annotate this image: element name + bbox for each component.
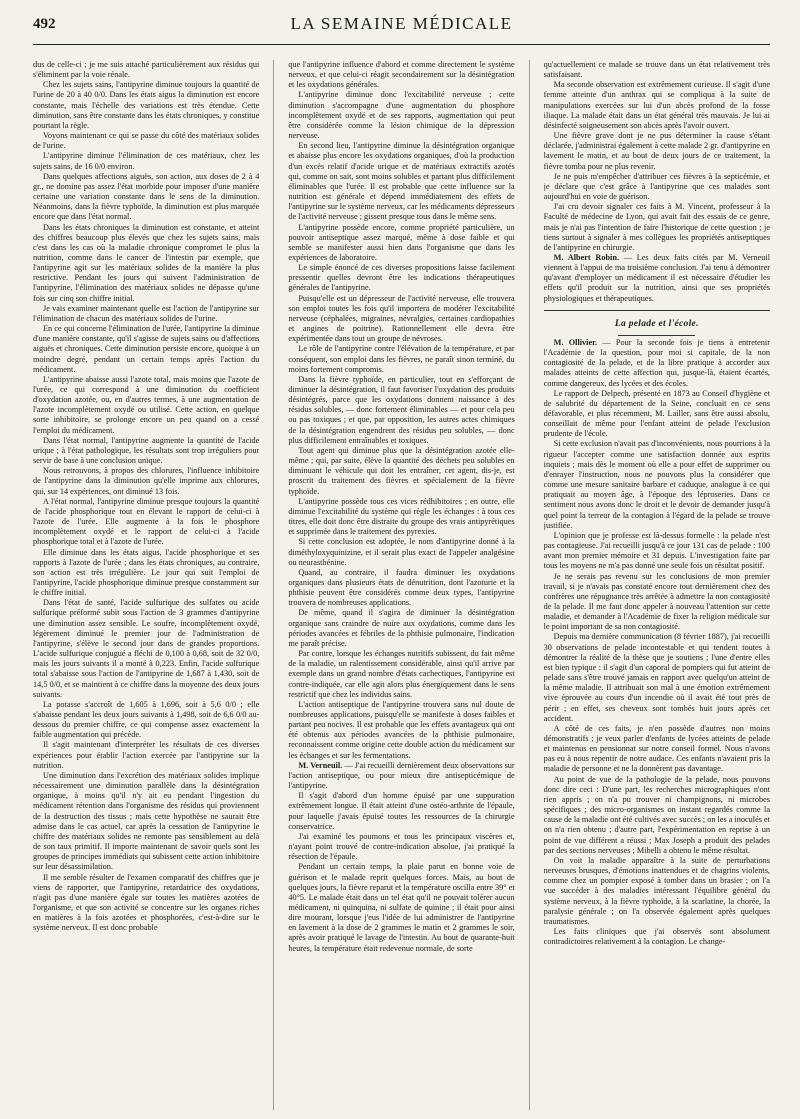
paragraph: Quand, au contraire, il faudra diminuer les oxydations organiques dans plusieurs états de dénutrition, dont l'azoturie et la phthisie peuvent être considérés comme deux types, l'antipyrine trouvera de nombreuses applications. (288, 567, 515, 608)
paragraph: Chez les sujets sains, l'antipyrine diminue toujours la quantité de l'urine de 20 à 40 0/0. Dans les états aigus la diminution est encore constante, mais l'échelle des variations est très étendue. Cette diminution, sans être constante dans les états chroniques, y constitue pourtant la règle. (33, 80, 260, 130)
paragraph: Pendant un certain temps, la plaie parut en bonne voie de guérison et le malade reprit quelques forces. Mais, au bout de quelques jours, la fièvre reparut et la température oscilla entre 39° et 40°5. Le malade était dans un tel état qu'il ne pouvait tolérer aucun médicament, ni quinquina, ni sulfate de quinine ; il était pour ainsi dire mourant, lorsque j'eus l'idée de lui administrer de l'antipyrine en lavement à la dose de 2 grammes le matin et 2 grammes le soir, après avoir pratiqué le lavage de l'intestin. Au bout de quarante-huit heures, la température était redevenue normale, de sorte (288, 862, 515, 953)
paragraph: A côté de ces faits, je n'en possède d'autres non moins démonstratifs ; je veux parler d'enfants de lycées atteints de pelade et maintenus en pensionnat sur notre conseil formel. Nous n'avons pas eu à nous repentir de notre audace. Ces enfants n'avaient pris la maladie de personne et ne la donnèrent pas davantage. (543, 723, 770, 774)
paragraph: que l'antipyrine influence d'abord et comme directement le système nerveux, et que celui-ci réagit secondairement sur la désintégration et les oxydations générales. (288, 60, 515, 90)
paragraph: Il me semble résulter de l'examen comparatif des chiffres que je viens de rapporter, que l'antipyrine, retardatrice des oxydations, n'agit pas d'une manière égale sur toutes les matières azotées de l'organisme, et que son activité se concentre sur les organes riches en matières à la fois azotées et phosphorées, c'est-à-dire sur le système nerveux. Il est donc probable (33, 872, 260, 933)
robin-text: — Les deux faits cités par M. Verneuil viennent à l'appui de ma troisième conclusion. J'ai tenu à démontrer qu'avant d'employer un médicament il est nécessaire d'étudier les effets qu'il produit sur la nutrition, ainsi que ses propriétés physiologiques et thérapeutiques. (543, 252, 770, 303)
paragraph: dus de celle-ci ; je me suis attaché particulièrement aux résidus qui s'éliminent par la voie rénale. (33, 60, 260, 80)
paragraph: Le simple énoncé de ces diverses propositions laisse facilement pressentir quelles devront être les indications thérapeutiques générales de l'antipyrine. (288, 263, 515, 293)
paragraph: A l'état normal, l'antipyrine diminue presque toujours la quantité de l'acide phosphorique tout en élevant le rapport de celui-ci à l'azote de l'urée. Elle augmente à la fois le phosphore incomplètement oxydé et le rapport de celui-ci à l'acide phosphorique total et à l'azote de l'urée. (33, 496, 260, 547)
column-2-body (288, 60, 514, 761)
paragraph: La potasse s'accroît de 1,605 à 1,696, soit à 5,6 0/0 ; elle s'abaisse pendant les deux jours suivants à 1,498, soit de 6,6 0/0 au-dessous du premier chiffre, ce qui compense assez exactement la faible augmentation qui précède. (33, 699, 260, 740)
header-rule (33, 44, 770, 45)
ollivier-intro (544, 338, 770, 389)
paragraph: L'antipyrine possède encore, comme propriété particulière, un pouvoir antiseptique assez marqué, même à dose faible et qui semble se manifester aussi bien dans l'organisme que dans les expériences de laboratoire. (288, 222, 515, 262)
verneuil-intro (288, 761, 514, 791)
paragraph: De même, quand il s'agira de diminuer la désintégration organique sans craindre de nuire aux oxydations, comme dans les périodes avancées et fébriles de la phthisie pulmonaire, l'indication me paraît précise. (288, 608, 515, 648)
paragraph: L'antipyrine possède tous ces vices rédhibitoires ; en outre, elle diminue l'excitabilité du système qui règle les échanges : à tous ces titres, elle doit donc être distraite du groupe des vrais antipyrétiques et supprimée dans le traitement des pyrexies. (288, 496, 515, 537)
section-rule (544, 310, 770, 311)
paragraph: Le rôle de l'antipyrine contre l'élévation de la température, et par conséquent, son emploi dans les fièvres, ne paraît sinon terminé, du moins fortement compromis. (288, 344, 515, 374)
paragraph: Les faits cliniques que j'ai observés sont absolument contradictoires relativement à la contagion. Le change- (543, 926, 770, 947)
paragraph: Dans la fièvre typhoïde, en particulier, tout en s'efforçant de diminuer la désintégration, il faut favoriser l'oxydation des produits désintégrés, parce que les oxydations donnent naissance à des résidus solubles, — donc fortement éliminables — et pour cela peu ou pas toxiques ; et que, par opposition, les autres actes chimiques de la désintégration engendrent des résidus peu solubles, — donc plus difficilement entraînables et toxiques. (288, 374, 515, 445)
article-columns (33, 44, 770, 1110)
paragraph: Le rapport de Delpech, présenté en 1873 au Conseil d'hygiène et de salubrité du département de la Seine, concluait en ce sens défavorable, et plus récemment, M. Lailler, sans être aussi absolu, conseillait de même pour l'enfant atteint de pelade l'exclusion prudente de l'école. (543, 388, 770, 439)
page-number: 492 (33, 16, 56, 32)
paragraph: J'ai examiné les poumons et tous les principaux viscères et, n'ayant point trouvé de contre-indication absolue, j'ai pratiqué la résection de l'épaule. (288, 831, 515, 862)
column-1 (33, 60, 259, 1110)
paragraph: Par contre, lorsque les échanges nutritifs subissent, du fait même de la maladie, un ralentissement considérable, ainsi qu'il arrive par exemple dans un grand nombre d'états cachectiques, l'antipyrine est contre-indiquée, car elle agit alors plus énergiquement dans le sens restrictif que chez les individus sains. (288, 649, 515, 699)
paragraph: L'antipyrine diminue donc l'excitabilité nerveuse ; cette diminution s'accompagne d'une augmentation du phosphore incomplètement oxydé et de ses rapports, augmentation qui peut être considérée comme la lésion chimique de la dépression nerveuse. (288, 90, 515, 141)
section-short-rule (618, 335, 695, 336)
paragraph: Nous retrouvons, à propos des chlorures, l'influence inhibitoire de l'antipyrine dans la diminution qu'elle imprime aux chlorures, qui, sur 14 expériences, ont diminué 13 fois. (33, 466, 260, 496)
speaker-albert-robin: M. Albert Robin. (553, 252, 620, 262)
paragraph: L'antipyrine diminue l'élimination de ces matériaux, chez les sujets sains, de 16 0/0 environ. (33, 151, 260, 171)
paragraph: Il s'agit maintenant d'interpréter les résultats de ces diverses expériences pour établir l'action exercée par l'antipyrine sur la nutrition. (33, 740, 260, 770)
paragraph: Si cette exclusion n'avait pas d'inconvénients, nous pourrions à la rigueur l'accepter comme une satisfaction donnée aux esprits inquiets ; mais dès le moment où elle a pour effet de supprimer ou d'enrayer l'instruction, nous ne pouvons plus la considérer que comme une mesure sanitaire barbare et caduque, analogue à ce qui pratiquait au moyen âge, à l'époque des léproseries. Dans ce sentiment nous avons donc le droit et le devoir de demander jusqu'à quel point la terreur de la contagion à l'égard de la pelade se trouve justifiée. (543, 439, 770, 530)
paragraph: qu'actuellement ce malade se trouve dans un état relativement très satisfaisant. (543, 60, 770, 80)
paragraph: Elle diminue dans les états aigus, l'acide phosphorique et ses rapports à l'azote de l'urée ; dans les états chroniques, au contraire, son action est très irrégulière. Le jour qui suit l'emploi de l'antipyrine, l'acide phosphorique diminue presque constamment sur le chiffre initial. (33, 547, 260, 598)
verneuil-text: — J'ai recueilli dernièrement deux observations sur l'action antiseptique, ou pour mieux dire antisepticémique de l'antipyrine. (288, 760, 515, 791)
paragraph: Je ne serais pas revenu sur les conclusions de mon premier travail, si je n'avais pas constaté encore tout dernièrement chez des confrères une répugnance très arrêtée à admettre la non contagiosité de la pelade. Il me faut donc appeler à nouveau l'attention sur cette maladie, et demander à l'Académie de fixer la religion médicale sur le point important de sa non contagiosité. (543, 571, 770, 632)
paragraph: On voit la maladie apparaître à la suite de perturbations nerveuses brusques, d'émotions inattendues et de chagrins violents, comme chez un pompier exposé à tomber dans un brasier ; on l'a vue succéder à des maladies intéressant l'équilibre général du système nerveux, à la fièvre typhoïde, à la scarlatine, la chorée, la paralysie générale ; on l'a observée également après quelques traumatismes. (543, 855, 770, 926)
paragraph: Dans l'état de santé, l'acide sulfurique des sulfates ou acide sulfurique préformé subit sous l'action de 3 grammes d'antipyrine une diminution assez sensible. Le soufre, incomplètement oxydé, légèrement diminué le premier jour de l'administration de l'antipyrine, s'élève le second jour dans de grandes proportions. L'acide sulfurique conjugué a fléchi de 0,100 à 0,68, soit de 32 0/0, mais les jours suivants il a monté à 0,223. Enfin, l'acide sulfurique total s'abaisse sous l'action de l'antipyrine de 1,687 à 1,430, soit de 14,5 0/0, et se maintient à ce chiffre dans la moyenne des deux jours suivants. (33, 598, 260, 699)
column-3-body (544, 60, 770, 253)
paragraph: J'ai cru devoir signaler ces faits à M. Vincent, professeur à la Faculté de médecine de Lyon, qui avait fait des essais de ce genre, mais je n'ai pas l'intention de faire l'historique de cette question ; je tiens surtout à signaler à mes collègues les propriétés antiseptiques de l'antipyrine en chirurgie. (543, 202, 770, 252)
column-3 (544, 60, 770, 1110)
paragraph: Je ne puis m'empêcher d'attribuer ces fièvres à la septicémie, et je déclare que c'est grâce à l'antipyrine que ces malades sont aujourd'hui en voie de guérison. (543, 171, 770, 202)
paragraph: Ma seconde observation est extrêmement curieuse. Il s'agit d'une femme atteinte d'un anthrax qui se compliqua à la suite de manipulations exercées sur lui d'un abcès profond de la fosse iliaque. La malade était dans un état général très mauvais. Je lui ai désinfecté soigneusement son abcès après l'avoir ouvert. (543, 80, 770, 130)
section-title: La pelade et l'école. (614, 318, 699, 329)
column-divider (273, 60, 274, 1110)
paragraph: L'antipyrine abaisse aussi l'azote total, mais moins que l'azote de l'urée, ce qui correspond à une diminution du coefficient d'oxydation azotée, ou, en d'autres termes, à une augmentation de l'azote incomplètement oxydé ou utilisé. Cette action, en quelque sorte inhibitoire, se prolonge encore un peu quand on a cessé l'emploi du médicament. (33, 374, 260, 435)
paragraph: Dans l'état normal, l'antipyrine augmente la quantité de l'acide urique ; à l'état pathologique, les résultats sont trop irréguliers pour servir de base à une conclusion unique. (33, 435, 260, 466)
paragraph: Si cette conclusion est adoptée, le nom d'antipyrine donné à la diméthyloxyquinizine, et il serait plus exact de l'appeler analgésine ou neurasthénine. (288, 537, 515, 567)
paragraph: Dans quelques affections aiguës, son action, aux doses de 2 à 4 gr., ne domine pas assez l'état morbide pour imposer d'une manière certaine une variation constante dans le sens de la diminution. Néanmoins, dans la fièvre typhoïde, la diminution est plus marquée encore que dans l'état normal. (33, 171, 260, 222)
paragraph: Tout agent qui diminue plus que la désintégration azotée elle-même ; qui, par suite, élève la quantité des déchets peu solubles en diminuant le véhicule qui doit les entraîner, cet agent, dis-je, est proscrit du traitement des fièvres et spécialement de la fièvre typhoïde. (288, 445, 515, 496)
paragraph: Puisqu'elle est un dépresseur de l'activité nerveuse, elle trouvera son emploi toutes les fois qu'il importera de modérer l'excitabilité nerveuse (céphalées, migraines, névralgies, certaines cardiopathies et angines de poitrine). Rationnellement elle devra être expérimentée dans tout un groupe de névroses. (288, 293, 515, 344)
paragraph: Une diminution dans l'excrétion des matériaux solides implique nécessairement une diminution parallèle dans la désintégration organique, à moins qu'il n'y ait eu pendant l'ingestion du médicament rétention dans l'organisme des résidus qui proviennent de la destruction des tissus ; mais cette hypothèse ne saurait être admise dans le cas actuel, car après la cessation de l'antipyrine le chiffre des matériaux solides ne remonte pas sensiblement au delà de son taux primitif. Il importe maintenant de savoir quels sont les groupes de principes immédiats qui subissent cette action inhibitoire sur leur désassimilation. (33, 770, 260, 872)
paragraph: Il s'agit d'abord d'un homme épuisé par une suppuration extrêmement longue. Il était atteint d'une ostéo-arthrite de l'épaule, pour laquelle j'avais épuisé toutes les ressources de la chirurgie conservatrice. (288, 791, 515, 831)
paragraph: En second lieu, l'antipyrine diminue la désintégration organique et abaisse plus encore les oxydations organiques, d'où la production d'un excès relatif d'acide urique et de matériaux extractifs azotés qui, comme on sait, sont moins solubles et partant plus difficilement éliminables que l'urée. Il est probable que cette influence sur la nutrition est générale et dépend immédiatement des effets de l'antipyrine sur le système nerveux, car les médicaments dépresseurs de l'activité nerveuse ; gissent presque tous dans le même sens. (288, 141, 515, 222)
column-2 (288, 60, 514, 1110)
paragraph: Une fièvre grave dont je ne pus déterminer la cause s'étant déclarée, j'administrai également à cette malade 2 gr. d'antipyrine en lavement le matin, et au bout de deux jours de ce traitement, la fièvre tomba pour ne plus revenir. (543, 131, 770, 171)
paragraph: Je vais examiner maintenant quelle est l'action de l'antipyrine sur l'élimination de chacun des matériaux solides de l'urine. (33, 303, 260, 323)
ollivier-text: — Pour la seconde fois je tiens à entretenir l'Académie de la question, pour moi si capitale, de la non contagiosité de la pelade, et de la libre pratique à accorder aux malades atteints de cette affection qui, jusque-là, étaient écartés, comme dangereux, des lycées et des écoles. (543, 337, 770, 388)
paragraph: En ce qui concerne l'élimination de l'urée, l'antipyrine la diminue d'une manière constante, qu'il s'agisse de sujets sains ou d'affections aiguës et chroniques. Cette diminution persiste encore, quoique à un moindre degré, pendant un certain temps après l'action du médicament. (33, 324, 260, 374)
speaker-verneuil: M. Verneuil. (298, 760, 343, 770)
page-header (33, 0, 770, 44)
column-divider (529, 60, 530, 1110)
robin-paragraph (544, 253, 770, 304)
ollivier-paragraphs (544, 389, 770, 948)
paragraph: Voyons maintenant ce qui se passe du côté des matériaux solides de l'urine. (33, 131, 260, 151)
journal-title: LA SEMAINE MÉDICALE (290, 14, 513, 33)
paragraph: Dans les états chroniques la diminution est constante, et atteint des chiffres beaucoup plus élevés que chez les sujets sains, mais c'est dans les cas où la maladie chronique compromet le plus la nutrition, comme dans le cancer de l'intestin par exemple, que l'antipyrine agit sur les matériaux solides de la manière la plus restrictive. Pendant les jours qui suivent l'administration de l'antipyrine, l'élimination des matériaux solides ne dépasse qu'une fois sur cinq son chiffre initial. (33, 222, 260, 303)
paragraph: L'action antiseptique de l'antipyrine trouvera sans nul doute de nombreuses applications, puisqu'elle se manifeste à doses faibles et partant peu nocives. Il est probable que les effets avantageux qui ont été obtenus aux périodes avancées de la phthisie pulmonaire, reconnaissent comme origine cette double action du médicament sur les échanges et sur les fermentations. (288, 699, 515, 760)
paragraph: Au point de vue de la pathologie de la pelade, nous pouvons donc dire ceci : D'une part, les recherches micrographiques n'ont rien appris ; on n'a pu trouver ni champignons, ni microbes spécifiques ; des micro-organismes on instant regardés comme la cause de la maladie ont été cultivés avec succès ; on les a inoculés et on n'a rien obtenu ; d'autre part, l'expérimentation en reprise à un point de vue différent a réussi ; Max Joseph a produit des pelades par des sections nerveuses ; Mibelli a obtenu le même résultat. (543, 774, 770, 855)
paragraph: L'opinion que je professe est là-dessus formelle : la pelade n'est pas contagieuse. J'ai recueilli jusqu'à ce jour 131 cas de pelade : 100 avant mon premier mémoire et 31 depuis. L'investigation faite par tous les moyens ne m'a pas donné une seule fois un résultat positif. (543, 530, 770, 571)
speaker-ollivier: M. Ollivier. (553, 337, 598, 347)
verneuil-paragraphs (288, 791, 514, 954)
paragraph: Depuis ma dernière communication (8 février 1887), j'ai recueilli 30 observations de pelade incontestable et qui tendent toutes à démontrer la réalité de la thèse que je soutiens ; l'une d'entre elles est bien typique : il s'agit d'un caporal de pompiers qui fut atteint de pelade sans s'être trouvé jamais en rapport avec quelqu'un atteint de la même maladie. Il attribuait son mal à une émotion extrêmement vive éprouvée au cours d'un incendie où il avait été tout près de périr ; en effet, ses cheveux sont tombés huit jours après cet accident. (543, 632, 770, 723)
